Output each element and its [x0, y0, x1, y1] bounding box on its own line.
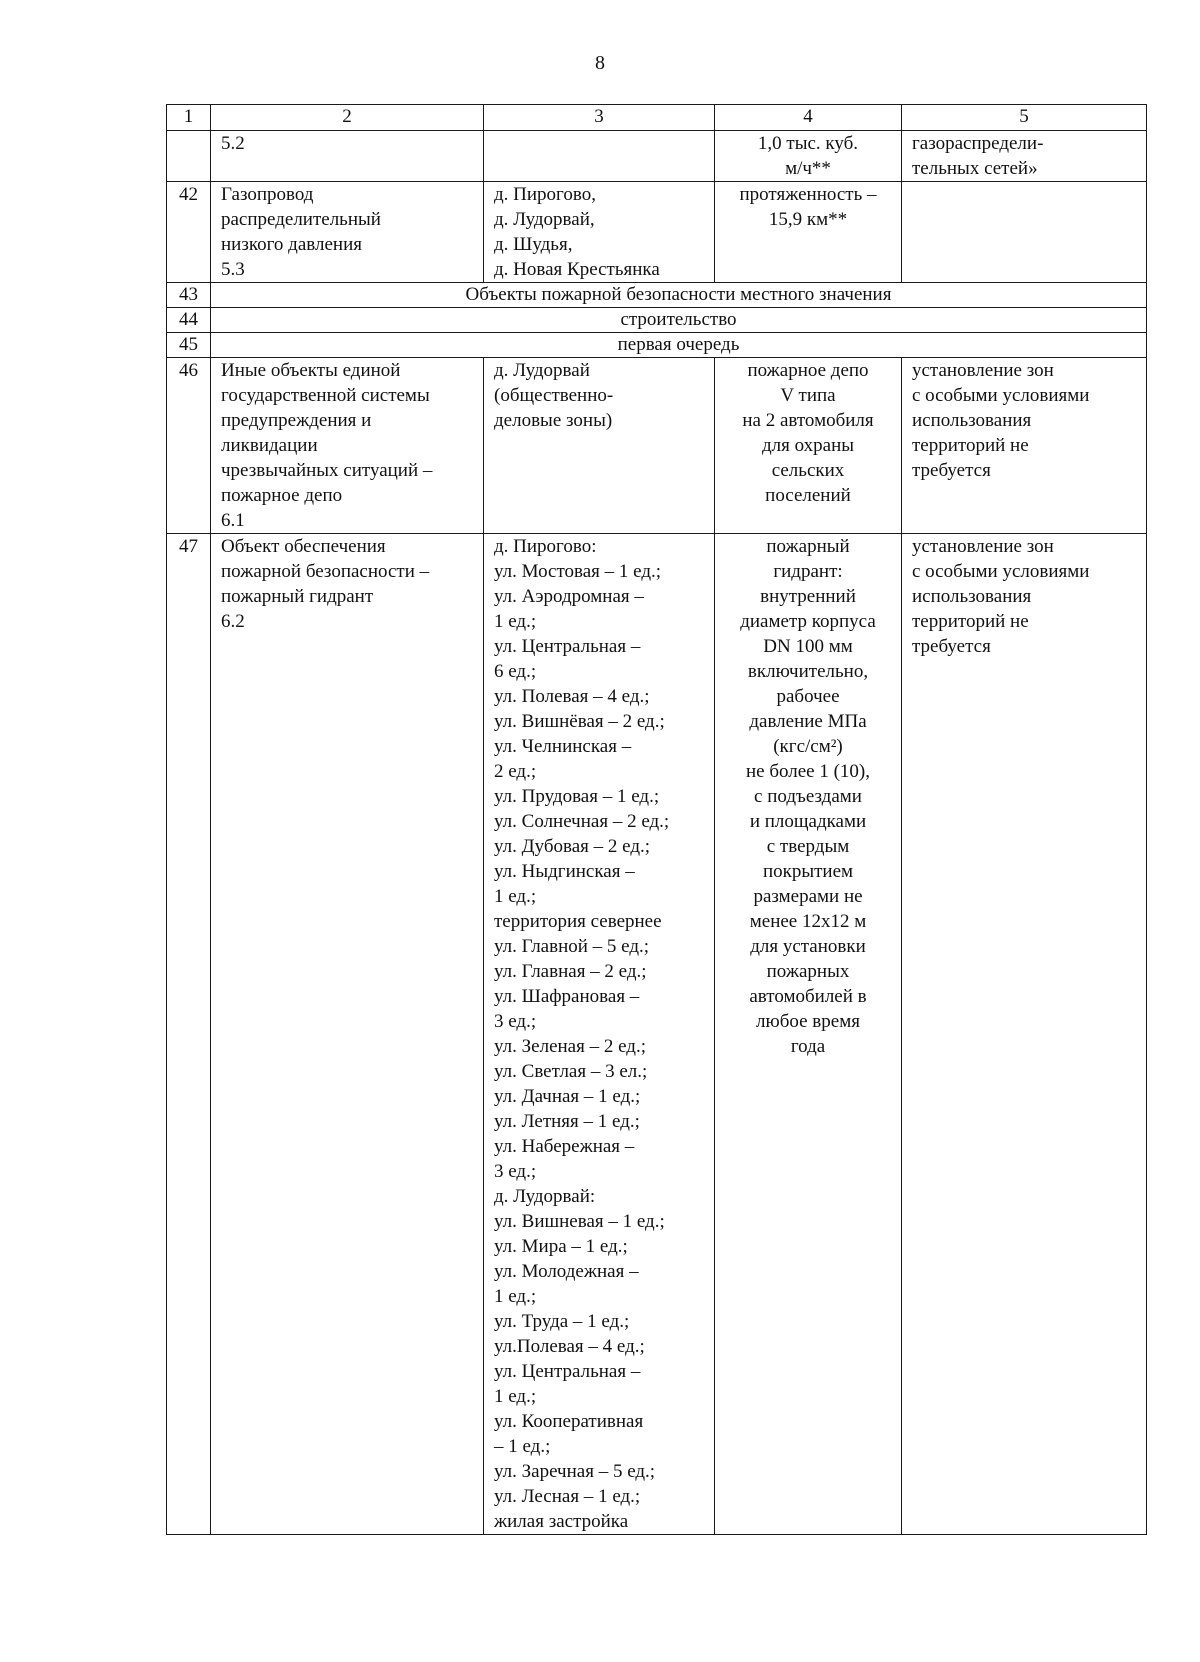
characteristics-cell: 1,0 тыс. куб. м/ч**	[715, 131, 902, 182]
section-title: первая очередь	[211, 333, 1147, 358]
table-row	[167, 358, 1147, 534]
row-number: 47	[167, 534, 211, 1535]
header-cell: 1	[167, 105, 211, 131]
table-row	[167, 131, 1147, 182]
object-name-cell: 5.2	[211, 131, 484, 182]
section-row	[167, 333, 1147, 358]
object-name-cell: Объект обеспечения пожарной безопасности – пожарный гидрант 6.2	[211, 534, 484, 1535]
row-number: 46	[167, 358, 211, 534]
header-cell: 2	[211, 105, 484, 131]
row-number: 44	[167, 308, 211, 333]
row-number: 45	[167, 333, 211, 358]
object-name-cell: Иные объекты единой государственной системы предупреждения и ликвидации чрезвычайных ситуаций – пожарное депо 6.1	[211, 358, 484, 534]
table-header-row	[167, 105, 1147, 131]
object-name-cell: Газопровод распределительный низкого давления 5.3	[211, 182, 484, 283]
header-cell: 5	[902, 105, 1147, 131]
page-number: 8	[595, 52, 605, 74]
location-cell: д. Пирогово, д. Лудорвай, д. Шудья, д. Новая Крестьянка	[484, 182, 715, 283]
location-cell: д. Пирогово: ул. Мостовая – 1 ед.; ул. Аэродромная – 1 ед.; ул. Центральная – 6 ед.; ул. Полевая – 4 ед.; ул. Вишнёвая – 2 ед.; ул. Челнинская – 2 ед.; ул. Прудовая – 1 ед.; ул. Солнечная – 2 ед.; ул. Дубовая – 2 ед.; ул. Ныдгинская – 1 ед.; территория севернее ул. Главной – 5 ед.; ул. Главная – 2 ед.; ул. Шафрановая – 3 ед.; ул. Зеленая – 2 ед.; ул. Светлая – 3 ел.; ул. Дачная – 1 ед.; ул. Летняя – 1 ед.; ул. Набережная – 3 ед.; д. Лудорвай: ул. Вишневая – 1 ед.; ул. Мира – 1 ед.; ул. Молодежная – 1 ед.; ул. Труда – 1 ед.; ул.Полевая – 4 ед.; ул. Центральная – 1 ед.; ул. Кооперативная – 1 ед.; ул. Заречная – 5 ед.; ул. Лесная – 1 ед.; жилая застройка	[484, 534, 715, 1535]
section-title: Объекты пожарной безопасности местного значения	[211, 283, 1147, 308]
section-row	[167, 283, 1147, 308]
document-table	[166, 104, 1147, 1535]
characteristics-cell: протяженность – 15,9 км**	[715, 182, 902, 283]
table-row	[167, 534, 1147, 1535]
characteristics-cell: пожарное депо V типа на 2 автомобиля для охраны сельских поселений	[715, 358, 902, 534]
location-cell: д. Лудорвай (общественно- деловые зоны)	[484, 358, 715, 534]
location-cell	[484, 131, 715, 182]
section-title: строительство	[211, 308, 1147, 333]
zones-cell: газораспредели- тельных сетей»	[902, 131, 1147, 182]
characteristics-cell: пожарный гидрант: внутренний диаметр корпуса DN 100 мм включительно, рабочее давление МПа (кгс/см²) не более 1 (10), с подъездами и площадками с твердым покрытием размерами не менее 12x12 м для установки пожарных автомобилей в любое время года	[715, 534, 902, 1535]
zones-cell	[902, 182, 1147, 283]
zones-cell: установление зон с особыми условиями использования территорий не требуется	[902, 358, 1147, 534]
row-number	[167, 131, 211, 182]
header-cell: 4	[715, 105, 902, 131]
section-row	[167, 308, 1147, 333]
row-number: 42	[167, 182, 211, 283]
row-number: 43	[167, 283, 211, 308]
header-cell: 3	[484, 105, 715, 131]
table-row	[167, 182, 1147, 283]
zones-cell: установление зон с особыми условиями использования территорий не требуется	[902, 534, 1147, 1535]
